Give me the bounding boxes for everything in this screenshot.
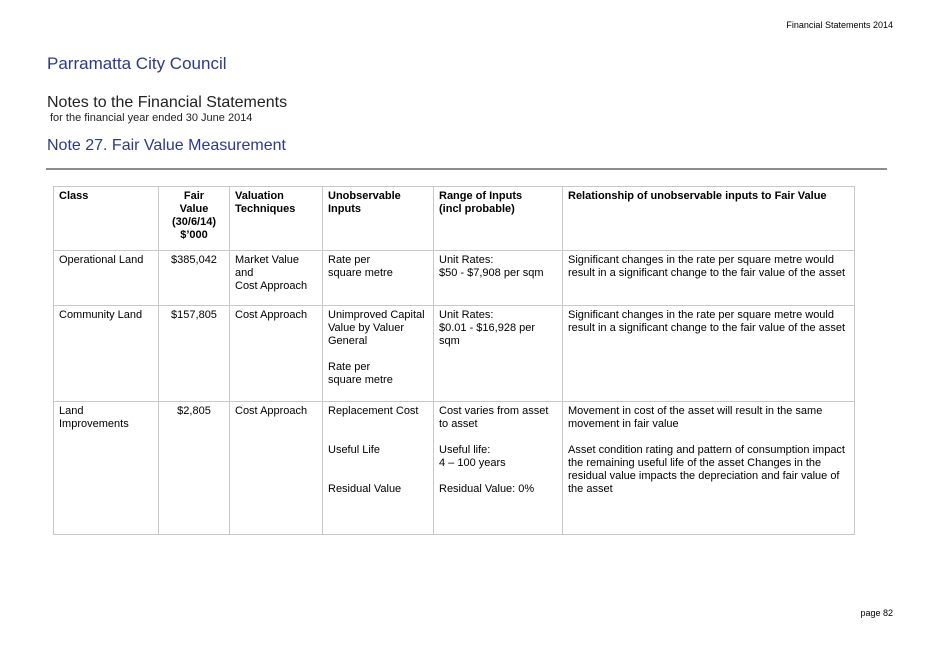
cell-range-of-inputs: Cost varies from asset to asset Useful life: 4 – 100 years Residual Value: 0% (434, 402, 563, 535)
header-valuation-techniques: Valuation Techniques (230, 187, 323, 251)
cell-relationship: Movement in cost of the asset will result in the same movement in fair value Asset condition rating and pattern of consumption impact the remaining useful life of the asset Changes in the residual value impacts the depreciation and fair value of the asset (563, 402, 855, 535)
council-name: Parramatta City Council (47, 54, 227, 73)
divider (46, 168, 887, 170)
header-relationship: Relationship of unobservable inputs to Fair Value (563, 187, 855, 251)
cell-fair-value: $2,805 (159, 402, 230, 535)
cell-valuation-technique: Market Value and Cost Approach (230, 251, 323, 306)
cell-unobservable-inputs: Rate per square metre (323, 251, 434, 306)
note-heading: Note 27. Fair Value Measurement (47, 137, 286, 154)
cell-range-of-inputs: Unit Rates: $50 - $7,908 per sqm (434, 251, 563, 306)
cell-relationship: Significant changes in the rate per square metre would result in a significant change to the fair value of the asset (563, 306, 855, 402)
cell-unobservable-inputs: Replacement Cost Useful Life Residual Value (323, 402, 434, 535)
notes-title: Notes to the Financial Statements (47, 94, 288, 111)
header-unobservable-inputs: Unobservable Inputs (323, 187, 434, 251)
header-fair-value: Fair Value (30/6/14) $’000 (159, 187, 230, 251)
cell-class: Land Improvements (54, 402, 159, 535)
header-range-of-inputs: Range of Inputs (incl probable) (434, 187, 563, 251)
table-header-row (54, 187, 855, 251)
table-row (54, 251, 855, 306)
period-subtitle: for the financial year ended 30 June 2014 (50, 112, 253, 124)
cell-valuation-technique: Cost Approach (230, 402, 323, 535)
cell-range-of-inputs: Unit Rates: $0.01 - $16,928 per sqm (434, 306, 563, 402)
cell-fair-value: $157,805 (159, 306, 230, 402)
header-class: Class (54, 187, 159, 251)
table-row (54, 306, 855, 402)
cell-class: Operational Land (54, 251, 159, 306)
table-row (54, 402, 855, 535)
cell-relationship: Significant changes in the rate per square metre would result in a significant change to the fair value of the asset (563, 251, 855, 306)
fair-value-table (53, 186, 855, 535)
cell-fair-value: $385,042 (159, 251, 230, 306)
page-number: page 82 (860, 608, 893, 618)
cell-valuation-technique: Cost Approach (230, 306, 323, 402)
cell-unobservable-inputs: Unimproved Capital Value by Valuer General Rate per square metre (323, 306, 434, 402)
document-label: Financial Statements 2014 (786, 20, 893, 30)
cell-class: Community Land (54, 306, 159, 402)
